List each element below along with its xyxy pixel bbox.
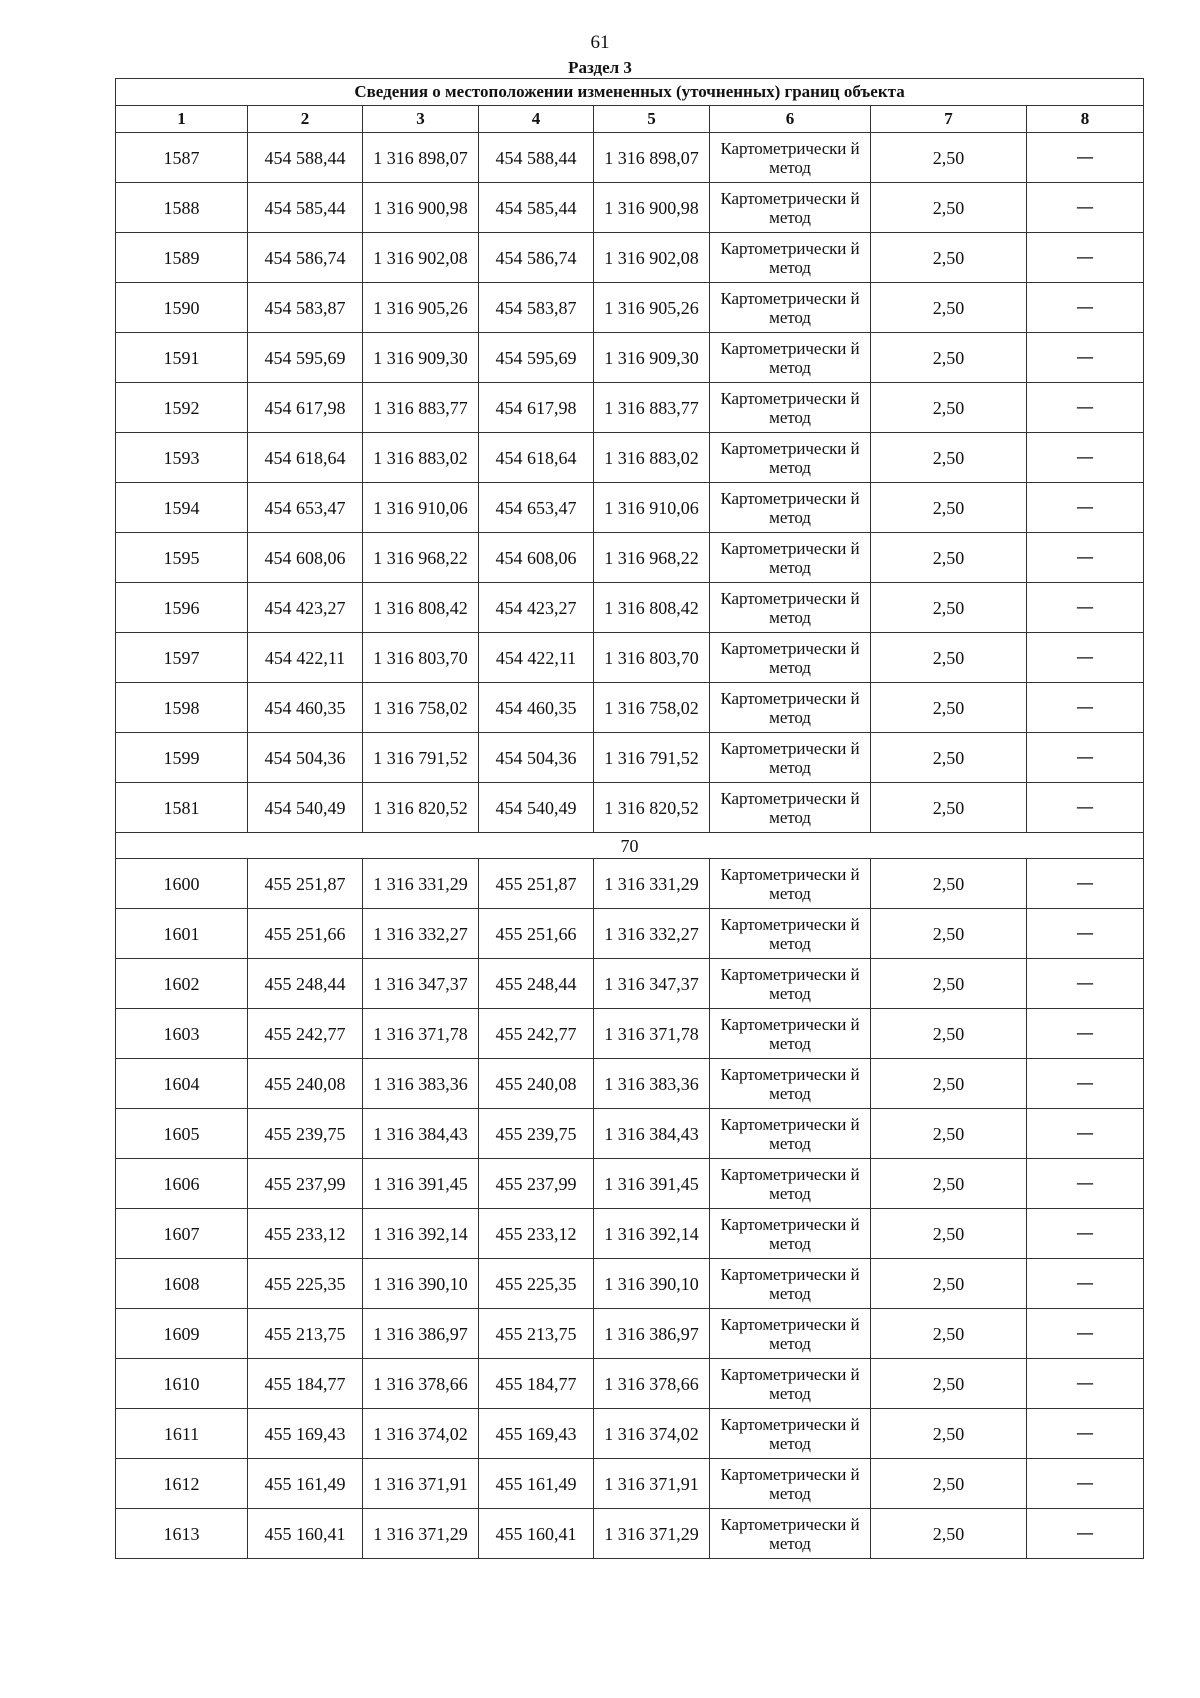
accuracy-cell: 2,50 (871, 383, 1027, 433)
method-cell: Картометрически й метод (710, 483, 871, 533)
accuracy-cell: 2,50 (871, 1159, 1027, 1209)
x-coordinate-cell: 455 248,44 (479, 959, 594, 1009)
x-coordinate-cell: 455 184,77 (479, 1359, 594, 1409)
note-cell: — (1027, 133, 1144, 183)
accuracy-cell: 2,50 (871, 283, 1027, 333)
table-row (116, 1409, 1144, 1459)
x-coordinate-cell: 455 161,49 (248, 1459, 363, 1509)
x-coordinate-cell: 455 160,41 (248, 1509, 363, 1559)
accuracy-cell: 2,50 (871, 1009, 1027, 1059)
note-cell: — (1027, 1159, 1144, 1209)
x-coordinate-cell: 455 242,77 (479, 1009, 594, 1059)
column-header-row (116, 106, 1144, 133)
x-coordinate-cell: 454 618,64 (479, 433, 594, 483)
y-coordinate-cell: 1 316 803,70 (363, 633, 479, 683)
note-cell: — (1027, 859, 1144, 909)
method-cell: Картометрически й метод (710, 233, 871, 283)
x-coordinate-cell: 454 653,47 (248, 483, 363, 533)
note-cell: — (1027, 783, 1144, 833)
y-coordinate-cell: 1 316 909,30 (363, 333, 479, 383)
accuracy-cell: 2,50 (871, 533, 1027, 583)
y-coordinate-cell: 1 316 391,45 (363, 1159, 479, 1209)
method-cell: Картометрически й метод (710, 133, 871, 183)
y-coordinate-cell: 1 316 371,78 (594, 1009, 710, 1059)
note-cell: — (1027, 1509, 1144, 1559)
x-coordinate-cell: 454 504,36 (248, 733, 363, 783)
point-number-cell: 1613 (116, 1509, 248, 1559)
section-title: Раздел 3 (568, 58, 632, 77)
x-coordinate-cell: 454 653,47 (479, 483, 594, 533)
y-coordinate-cell: 1 316 883,02 (594, 433, 710, 483)
x-coordinate-cell: 454 617,98 (248, 383, 363, 433)
y-coordinate-cell: 1 316 392,14 (594, 1209, 710, 1259)
method-cell: Картометрически й метод (710, 1259, 871, 1309)
accuracy-cell: 2,50 (871, 1059, 1027, 1109)
y-coordinate-cell: 1 316 898,07 (594, 133, 710, 183)
x-coordinate-cell: 454 595,69 (479, 333, 594, 383)
accuracy-cell: 2,50 (871, 1359, 1027, 1409)
method-cell: Картометрически й метод (710, 1359, 871, 1409)
note-cell: — (1027, 683, 1144, 733)
page-number: 61 (590, 32, 610, 53)
x-coordinate-cell: 455 213,75 (248, 1309, 363, 1359)
table-row (116, 483, 1144, 533)
point-number-cell: 1589 (116, 233, 248, 283)
point-number-cell: 1605 (116, 1109, 248, 1159)
y-coordinate-cell: 1 316 883,02 (363, 433, 479, 483)
table-row (116, 433, 1144, 483)
note-cell: — (1027, 1459, 1144, 1509)
group-label: 70 (116, 833, 1144, 859)
y-coordinate-cell: 1 316 905,26 (594, 283, 710, 333)
table-row (116, 283, 1144, 333)
y-coordinate-cell: 1 316 820,52 (363, 783, 479, 833)
table-row (116, 383, 1144, 433)
accuracy-cell: 2,50 (871, 859, 1027, 909)
x-coordinate-cell: 455 233,12 (248, 1209, 363, 1259)
accuracy-cell: 2,50 (871, 333, 1027, 383)
y-coordinate-cell: 1 316 371,91 (363, 1459, 479, 1509)
x-coordinate-cell: 454 460,35 (248, 683, 363, 733)
y-coordinate-cell: 1 316 374,02 (594, 1409, 710, 1459)
x-coordinate-cell: 455 225,35 (479, 1259, 594, 1309)
accuracy-cell: 2,50 (871, 1509, 1027, 1559)
y-coordinate-cell: 1 316 332,27 (594, 909, 710, 959)
accuracy-cell: 2,50 (871, 633, 1027, 683)
table-row (116, 733, 1144, 783)
x-coordinate-cell: 455 237,99 (479, 1159, 594, 1209)
point-number-cell: 1602 (116, 959, 248, 1009)
point-number-cell: 1601 (116, 909, 248, 959)
point-number-cell: 1594 (116, 483, 248, 533)
accuracy-cell: 2,50 (871, 1409, 1027, 1459)
y-coordinate-cell: 1 316 390,10 (594, 1259, 710, 1309)
x-coordinate-cell: 455 225,35 (248, 1259, 363, 1309)
y-coordinate-cell: 1 316 371,29 (363, 1509, 479, 1559)
point-number-cell: 1600 (116, 859, 248, 909)
y-coordinate-cell: 1 316 905,26 (363, 283, 479, 333)
point-number-cell: 1590 (116, 283, 248, 333)
x-coordinate-cell: 455 233,12 (479, 1209, 594, 1259)
x-coordinate-cell: 454 423,27 (479, 583, 594, 633)
x-coordinate-cell: 454 588,44 (479, 133, 594, 183)
table-row (116, 1459, 1144, 1509)
x-coordinate-cell: 455 184,77 (248, 1359, 363, 1409)
x-coordinate-cell: 454 583,87 (248, 283, 363, 333)
point-number-cell: 1611 (116, 1409, 248, 1459)
x-coordinate-cell: 455 161,49 (479, 1459, 594, 1509)
accuracy-cell: 2,50 (871, 959, 1027, 1009)
table-row (116, 183, 1144, 233)
note-cell: — (1027, 733, 1144, 783)
method-cell: Картометрически й метод (710, 1109, 871, 1159)
note-cell: — (1027, 1259, 1144, 1309)
y-coordinate-cell: 1 316 910,06 (363, 483, 479, 533)
table-row (116, 1109, 1144, 1159)
y-coordinate-cell: 1 316 371,78 (363, 1009, 479, 1059)
y-coordinate-cell: 1 316 347,37 (363, 959, 479, 1009)
y-coordinate-cell: 1 316 820,52 (594, 783, 710, 833)
note-cell: — (1027, 959, 1144, 1009)
accuracy-cell: 2,50 (871, 1209, 1027, 1259)
point-number-cell: 1604 (116, 1059, 248, 1109)
table-caption: Сведения о местоположении измененных (уточненных) границ объекта (116, 79, 1144, 106)
note-cell: — (1027, 533, 1144, 583)
x-coordinate-cell: 454 608,06 (248, 533, 363, 583)
note-cell: — (1027, 333, 1144, 383)
y-coordinate-cell: 1 316 883,77 (363, 383, 479, 433)
y-coordinate-cell: 1 316 791,52 (363, 733, 479, 783)
x-coordinate-cell: 454 540,49 (248, 783, 363, 833)
x-coordinate-cell: 454 618,64 (248, 433, 363, 483)
point-number-cell: 1609 (116, 1309, 248, 1359)
y-coordinate-cell: 1 316 386,97 (594, 1309, 710, 1359)
y-coordinate-cell: 1 316 378,66 (594, 1359, 710, 1409)
y-coordinate-cell: 1 316 392,14 (363, 1209, 479, 1259)
note-cell: — (1027, 1109, 1144, 1159)
table-row (116, 1209, 1144, 1259)
note-cell: — (1027, 283, 1144, 333)
point-number-cell: 1587 (116, 133, 248, 183)
point-number-cell: 1599 (116, 733, 248, 783)
table-row (116, 683, 1144, 733)
note-cell: — (1027, 433, 1144, 483)
method-cell: Картометрически й метод (710, 733, 871, 783)
table-row (116, 859, 1144, 909)
method-cell: Картометрически й метод (710, 959, 871, 1009)
y-coordinate-cell: 1 316 808,42 (594, 583, 710, 633)
x-coordinate-cell: 454 504,36 (479, 733, 594, 783)
table-row (116, 1509, 1144, 1559)
y-coordinate-cell: 1 316 384,43 (363, 1109, 479, 1159)
column-header: 6 (710, 106, 871, 133)
column-header: 8 (1027, 106, 1144, 133)
x-coordinate-cell: 454 423,27 (248, 583, 363, 633)
y-coordinate-cell: 1 316 332,27 (363, 909, 479, 959)
note-cell: — (1027, 233, 1144, 283)
accuracy-cell: 2,50 (871, 683, 1027, 733)
column-header: 4 (479, 106, 594, 133)
accuracy-cell: 2,50 (871, 909, 1027, 959)
x-coordinate-cell: 455 240,08 (248, 1059, 363, 1109)
x-coordinate-cell: 454 585,44 (248, 183, 363, 233)
x-coordinate-cell: 455 213,75 (479, 1309, 594, 1359)
y-coordinate-cell: 1 316 331,29 (594, 859, 710, 909)
point-number-cell: 1595 (116, 533, 248, 583)
accuracy-cell: 2,50 (871, 133, 1027, 183)
note-cell: — (1027, 633, 1144, 683)
point-number-cell: 1593 (116, 433, 248, 483)
y-coordinate-cell: 1 316 968,22 (363, 533, 479, 583)
x-coordinate-cell: 455 237,99 (248, 1159, 363, 1209)
method-cell: Картометрически й метод (710, 533, 871, 583)
table-row (116, 783, 1144, 833)
y-coordinate-cell: 1 316 900,98 (594, 183, 710, 233)
point-number-cell: 1592 (116, 383, 248, 433)
method-cell: Картометрически й метод (710, 783, 871, 833)
table-row (116, 633, 1144, 683)
note-cell: — (1027, 1409, 1144, 1459)
x-coordinate-cell: 454 585,44 (479, 183, 594, 233)
y-coordinate-cell: 1 316 391,45 (594, 1159, 710, 1209)
table-caption-row (116, 79, 1144, 106)
point-number-cell: 1597 (116, 633, 248, 683)
table-body (116, 133, 1144, 1559)
accuracy-cell: 2,50 (871, 583, 1027, 633)
accuracy-cell: 2,50 (871, 1459, 1027, 1509)
method-cell: Картометрически й метод (710, 433, 871, 483)
x-coordinate-cell: 455 251,87 (248, 859, 363, 909)
note-cell: — (1027, 583, 1144, 633)
x-coordinate-cell: 455 251,66 (479, 909, 594, 959)
note-cell: — (1027, 909, 1144, 959)
point-number-cell: 1598 (116, 683, 248, 733)
point-number-cell: 1603 (116, 1009, 248, 1059)
accuracy-cell: 2,50 (871, 183, 1027, 233)
x-coordinate-cell: 455 239,75 (479, 1109, 594, 1159)
note-cell: — (1027, 483, 1144, 533)
method-cell: Картометрически й метод (710, 183, 871, 233)
accuracy-cell: 2,50 (871, 783, 1027, 833)
method-cell: Картометрически й метод (710, 909, 871, 959)
x-coordinate-cell: 455 240,08 (479, 1059, 594, 1109)
x-coordinate-cell: 454 422,11 (479, 633, 594, 683)
table-row (116, 1159, 1144, 1209)
y-coordinate-cell: 1 316 384,43 (594, 1109, 710, 1159)
point-number-cell: 1588 (116, 183, 248, 233)
x-coordinate-cell: 454 460,35 (479, 683, 594, 733)
x-coordinate-cell: 454 583,87 (479, 283, 594, 333)
y-coordinate-cell: 1 316 758,02 (363, 683, 479, 733)
method-cell: Картометрически й метод (710, 1459, 871, 1509)
table-row (116, 333, 1144, 383)
table-row (116, 1059, 1144, 1109)
accuracy-cell: 2,50 (871, 1309, 1027, 1359)
accuracy-cell: 2,50 (871, 1259, 1027, 1309)
accuracy-cell: 2,50 (871, 483, 1027, 533)
column-header: 7 (871, 106, 1027, 133)
y-coordinate-cell: 1 316 898,07 (363, 133, 479, 183)
x-coordinate-cell: 455 251,87 (479, 859, 594, 909)
x-coordinate-cell: 454 595,69 (248, 333, 363, 383)
method-cell: Картометрически й метод (710, 633, 871, 683)
accuracy-cell: 2,50 (871, 233, 1027, 283)
y-coordinate-cell: 1 316 808,42 (363, 583, 479, 633)
note-cell: — (1027, 1309, 1144, 1359)
x-coordinate-cell: 454 608,06 (479, 533, 594, 583)
method-cell: Картометрически й метод (710, 859, 871, 909)
y-coordinate-cell: 1 316 909,30 (594, 333, 710, 383)
table-row (116, 1309, 1144, 1359)
y-coordinate-cell: 1 316 383,36 (363, 1059, 479, 1109)
point-number-cell: 1610 (116, 1359, 248, 1409)
method-cell: Картометрически й метод (710, 583, 871, 633)
group-row (116, 833, 1144, 859)
point-number-cell: 1607 (116, 1209, 248, 1259)
table-row (116, 533, 1144, 583)
y-coordinate-cell: 1 316 331,29 (363, 859, 479, 909)
y-coordinate-cell: 1 316 902,08 (594, 233, 710, 283)
x-coordinate-cell: 455 160,41 (479, 1509, 594, 1559)
point-number-cell: 1596 (116, 583, 248, 633)
x-coordinate-cell: 454 617,98 (479, 383, 594, 433)
method-cell: Картометрически й метод (710, 1509, 871, 1559)
point-number-cell: 1608 (116, 1259, 248, 1309)
x-coordinate-cell: 454 586,74 (248, 233, 363, 283)
method-cell: Картометрически й метод (710, 283, 871, 333)
y-coordinate-cell: 1 316 803,70 (594, 633, 710, 683)
table-row (116, 959, 1144, 1009)
x-coordinate-cell: 455 169,43 (248, 1409, 363, 1459)
y-coordinate-cell: 1 316 386,97 (363, 1309, 479, 1359)
x-coordinate-cell: 454 588,44 (248, 133, 363, 183)
column-header: 3 (363, 106, 479, 133)
y-coordinate-cell: 1 316 791,52 (594, 733, 710, 783)
table-row (116, 583, 1144, 633)
x-coordinate-cell: 454 586,74 (479, 233, 594, 283)
method-cell: Картометрически й метод (710, 383, 871, 433)
note-cell: — (1027, 183, 1144, 233)
column-header: 2 (248, 106, 363, 133)
point-number-cell: 1591 (116, 333, 248, 383)
method-cell: Картометрически й метод (710, 1009, 871, 1059)
y-coordinate-cell: 1 316 968,22 (594, 533, 710, 583)
method-cell: Картометрически й метод (710, 1159, 871, 1209)
y-coordinate-cell: 1 316 374,02 (363, 1409, 479, 1459)
point-number-cell: 1612 (116, 1459, 248, 1509)
y-coordinate-cell: 1 316 378,66 (363, 1359, 479, 1409)
x-coordinate-cell: 454 540,49 (479, 783, 594, 833)
accuracy-cell: 2,50 (871, 733, 1027, 783)
table-row (116, 1009, 1144, 1059)
note-cell: — (1027, 1059, 1144, 1109)
accuracy-cell: 2,50 (871, 433, 1027, 483)
table-row (116, 133, 1144, 183)
point-number-cell: 1606 (116, 1159, 248, 1209)
y-coordinate-cell: 1 316 383,36 (594, 1059, 710, 1109)
method-cell: Картометрически й метод (710, 1409, 871, 1459)
x-coordinate-cell: 455 242,77 (248, 1009, 363, 1059)
y-coordinate-cell: 1 316 910,06 (594, 483, 710, 533)
y-coordinate-cell: 1 316 902,08 (363, 233, 479, 283)
y-coordinate-cell: 1 316 347,37 (594, 959, 710, 1009)
note-cell: — (1027, 1209, 1144, 1259)
coordinates-table (115, 78, 1144, 1559)
x-coordinate-cell: 455 239,75 (248, 1109, 363, 1159)
table-row (116, 233, 1144, 283)
y-coordinate-cell: 1 316 900,98 (363, 183, 479, 233)
column-header: 1 (116, 106, 248, 133)
y-coordinate-cell: 1 316 371,91 (594, 1459, 710, 1509)
y-coordinate-cell: 1 316 758,02 (594, 683, 710, 733)
point-number-cell: 1581 (116, 783, 248, 833)
method-cell: Картометрически й метод (710, 1309, 871, 1359)
accuracy-cell: 2,50 (871, 1109, 1027, 1159)
method-cell: Картометрически й метод (710, 1209, 871, 1259)
method-cell: Картометрически й метод (710, 683, 871, 733)
note-cell: — (1027, 1009, 1144, 1059)
x-coordinate-cell: 455 248,44 (248, 959, 363, 1009)
column-header: 5 (594, 106, 710, 133)
note-cell: — (1027, 1359, 1144, 1409)
y-coordinate-cell: 1 316 371,29 (594, 1509, 710, 1559)
note-cell: — (1027, 383, 1144, 433)
x-coordinate-cell: 455 169,43 (479, 1409, 594, 1459)
table-row (116, 909, 1144, 959)
method-cell: Картометрически й метод (710, 333, 871, 383)
table-row (116, 1359, 1144, 1409)
y-coordinate-cell: 1 316 390,10 (363, 1259, 479, 1309)
x-coordinate-cell: 454 422,11 (248, 633, 363, 683)
y-coordinate-cell: 1 316 883,77 (594, 383, 710, 433)
x-coordinate-cell: 455 251,66 (248, 909, 363, 959)
table-row (116, 1259, 1144, 1309)
method-cell: Картометрически й метод (710, 1059, 871, 1109)
